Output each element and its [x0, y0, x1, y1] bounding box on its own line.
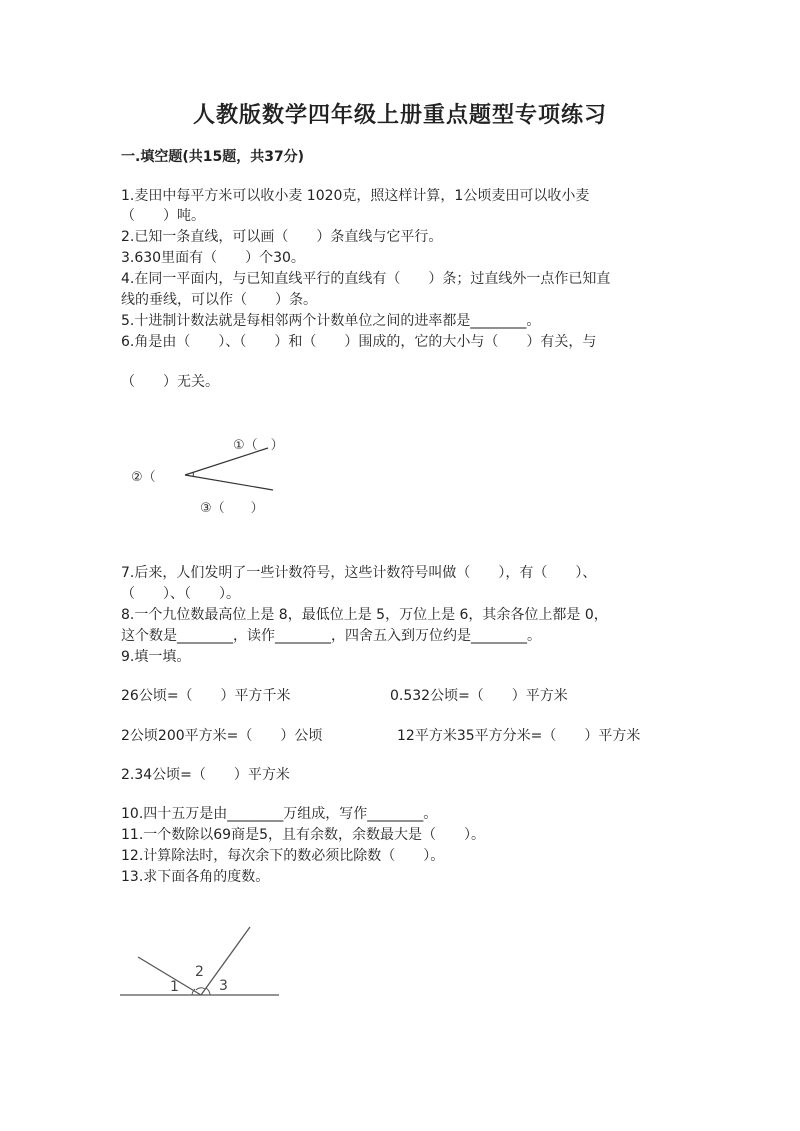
question-7-line-1: 7.后来，人们发明了一些计数符号，这些计数符号叫做（ ），有（ ）、 — [121, 565, 597, 581]
question-9-item-5: 2.34公顷=（ ）平方米 — [121, 767, 290, 783]
question-2: 2.已知一条直线，可以画（ ）条直线与它平行。 — [121, 229, 443, 245]
fig1-label-2: ②（ — [131, 470, 169, 485]
question-1-line-2: （ ）吨。 — [121, 208, 205, 224]
page-title: 人教版数学四年级上册重点题型专项练习 — [192, 102, 607, 128]
question-7-line-2: （ ）、（ ）。 — [121, 586, 240, 602]
question-6-line-2: （ ）无关。 — [121, 374, 219, 390]
section-heading: 一.填空题(共15题，共37分) — [121, 149, 305, 165]
question-5: 5.十进制计数法就是每相邻两个计数单位之间的进率都是________。 — [121, 313, 541, 329]
angles-figure — [118, 925, 283, 1000]
question-10: 10.四十五万是由________万组成，写作________。 — [121, 806, 438, 822]
question-4-line-1: 4.在同一平面内，与已知直线平行的直线有（ ）条；过直线外一点作已知直 — [121, 271, 611, 287]
question-9-item-3: 2公顷200平方米=（ ）公顷 — [121, 728, 323, 744]
question-9: 9.填一填。 — [121, 649, 191, 665]
angle-3-arc — [206, 988, 210, 995]
angle-ray-lower — [185, 475, 273, 490]
question-4-line-2: 线的垂线，可以作（ ）条。 — [121, 292, 317, 308]
question-8-line-1: 8.一个九位数最高位上是 8，最低位上是 5，万位上是 6，其余各位上都是 0， — [121, 607, 608, 623]
question-6-line-1: 6.角是由（ ）、（ ）和（ ）围成的，它的大小与（ ）有关，与 — [121, 334, 597, 350]
angle-1-label: 1 — [170, 979, 179, 995]
question-9-item-2: 0.532公顷=（ ）平方米 — [390, 688, 568, 704]
question-9-item-4: 12平方米35平方分米=（ ）平方米 — [397, 728, 641, 744]
question-9-item-1: 26公顷=（ ）平方千米 — [121, 688, 291, 704]
question-12: 12.计算除法时，每次余下的数必须比除数（ ）。 — [121, 848, 445, 864]
question-11: 11.一个数除以69商是5，且有余数，余数最大是（ ）。 — [121, 827, 485, 843]
question-13: 13.求下面各角的度数。 — [121, 869, 270, 885]
angle-2-label: 2 — [195, 964, 204, 980]
fig1-label-3: ③（ ） — [200, 501, 264, 516]
angle-3-label: 3 — [219, 978, 228, 994]
angle-figure — [120, 430, 300, 520]
question-1-line-1: 1.麦田中每平方米可以收小麦 1020克，照这样计算，1公顷麦田可以收小麦 — [121, 188, 590, 204]
angle-2-arc — [196, 988, 205, 990]
fig1-label-1: ①（ ） — [233, 438, 284, 453]
question-8-line-2: 这个数是________，读作________，四舍五入到万位约是________。 — [121, 628, 541, 644]
question-3: 3.630里面有（ ）个30。 — [121, 250, 305, 266]
